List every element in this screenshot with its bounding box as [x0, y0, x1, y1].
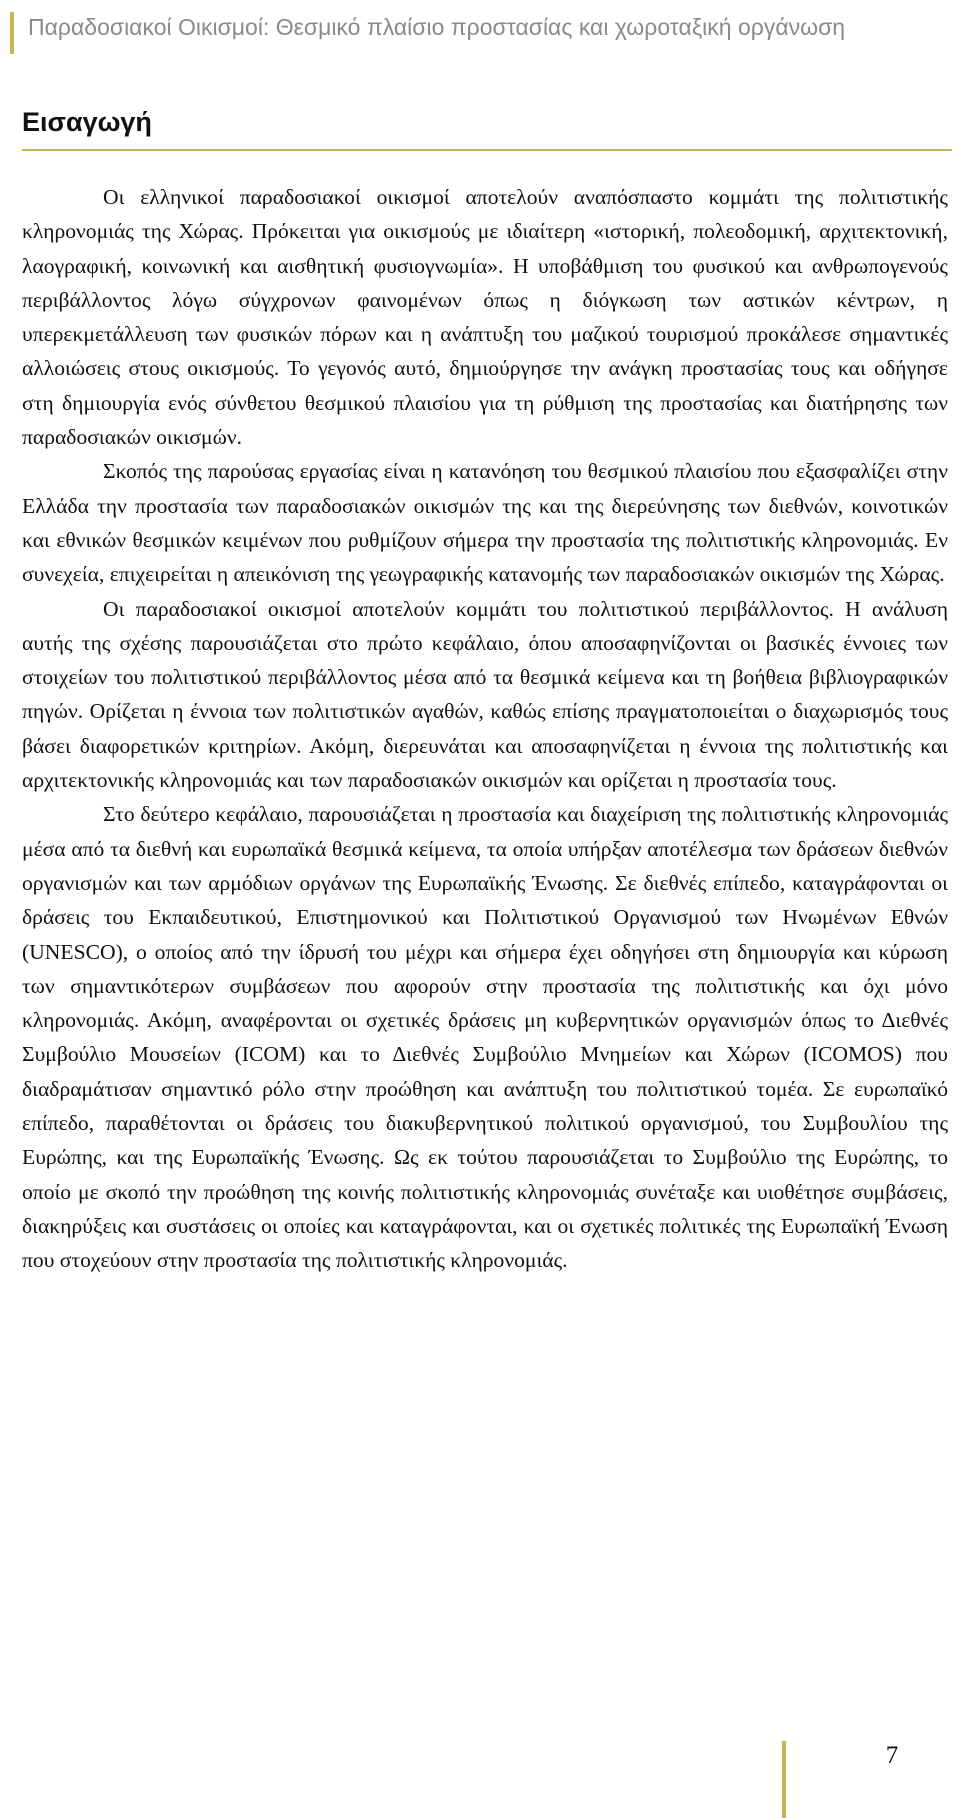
running-header — [10, 12, 946, 54]
body-text — [22, 180, 948, 1278]
section-heading — [22, 97, 952, 151]
paragraph-1: Οι ελληνικοί παραδοσιακοί οικισμοί αποτελούν αναπόσπαστο κομμάτι της πολιτιστικής κληρονομιάς της Χώρας. Πρόκειται για οικισμούς με ιδιαίτερη «ιστορική, πολεοδομική, αρχιτεκτονική, λαογραφική, κοινωνική και αισθητική φυσιογνωμία». Η υποβάθμιση του φυσικού και ανθρωπογενούς περιβάλλοντος λόγω σύγχρονων φαινομένων όπως η διόγκωση των αστικών κέντρων, η υπερεκμετάλλευση των φυσικών πόρων και η ανάπτυξη του μαζικού τουρισμού προκάλεσε σημαντικές αλλοιώσεις στους οικισμούς. Το γεγονός αυτό, δημιούργησε την ανάγκη προστασίας τους και οδήγησε στη δημιουργία ενός σύνθετου θεσμικού πλαισίου για τη ρύθμιση της προστασίας και διατήρησης των παραδοσιακών οικισμών. — [22, 185, 948, 450]
running-header-title: Παραδοσιακοί Οικισμοί: Θεσμικό πλαίσιο προστασίας και χωροταξική οργάνωση — [28, 14, 846, 40]
page-number: 7 — [885, 1742, 899, 1769]
page-footer-rule — [782, 1741, 882, 1818]
section-heading-text: Εισαγωγή — [22, 107, 152, 137]
paragraph-3: Οι παραδοσιακοί οικισμοί αποτελούν κομμάτι του πολιτιστικού περιβάλλοντος. Η ανάλυση αυτής της σχέσης παρουσιάζεται στο πρώτο κεφάλαιο, όπου αποσαφηνίζονται οι βασικές έννοιες των στοιχείων του πολιτιστικού περιβάλλοντος μέσα από τα θεσμικά κείμενα και τη βοήθεια βιβλιογραφικών πηγών. Ορίζεται η έννοια των πολιτιστικών αγαθών, καθώς επίσης πραγματοποιείται ο διαχωρισμός τους βάσει διαφορετικών κριτηρίων. Ακόμη, διερευνάται και αποσαφηνίζεται η έννοια της πολιτιστικής και αρχιτεκτονικής κληρονομιάς και των παραδοσιακών οικισμών και ορίζεται η προστασία τους. — [22, 596, 948, 793]
paragraph-4: Στο δεύτερο κεφάλαιο, παρουσιάζεται η προστασία και διαχείριση της πολιτιστικής κληρονομιάς μέσα από τα διεθνή και ευρωπαϊκά θεσμικά κείμενα, τα οποία υπήρξαν αποτέλεσμα των δράσεων διεθνών οργανισμών και των αρμόδιων οργάνων της Ευρωπαϊκής Ένωσης. Σε διεθνές επίπεδο, καταγράφονται οι δράσεις του Εκπαιδευτικού, Επιστημονικού και Πολιτιστικού Οργανισμού των Ηνωμένων Εθνών (UNESCO), ο οποίος από την ίδρυσή του μέχρι και σήμερα έχει οδηγήσει στη δημιουργία και κύρωση των σημαντικότερων συμβάσεων που αφορούν στην προστασία της πολιτιστικής και όχι μόνο κληρονομιάς. Ακόμη, αναφέρονται οι σχετικές δράσεις μη κυβερνητικών οργανισμών όπως το Διεθνές Συμβούλιο Μουσείων (ICOM) και το Διεθνές Συμβούλιο Μνημείων και Χώρων (ICOMOS) που διαδραμάτισαν σημαντικό ρόλο στην προώθηση και ανάπτυξη του πολιτιστικού τομέα. Σε ευρωπαϊκό επίπεδο, παραθέτονται οι δράσεις του διακυβερνητικού πολιτικού οργανισμού, του Συμβουλίου της Ευρώπης, και της Ευρωπαϊκής Ένωσης. Ως εκ τούτου παρουσιάζεται το Συμβούλιο της Ευρώπης, το οποίο με σκοπό την προώθηση της κοινής πολιτιστικής κληρονομιάς συνέταξε και υιοθέτησε συμβάσεις, διακηρύξεις και συστάσεις οι οποίες και καταγράφονται, και οι σχετικές πολιτικές της Ευρωπαϊκή Ένωση που στοχεύουν στην προστασία της πολιτιστικής κληρονομιάς. — [22, 802, 948, 1273]
paragraph-2: Σκοπός της παρούσας εργασίας είναι η κατανόηση του θεσμικού πλαισίου που εξασφαλίζει στην Ελλάδα την προστασία των παραδοσιακών οικισμών της και της διερεύνησης των διεθνών, κοινοτικών και εθνικών θεσμικών κειμένων που ρυθμίζουν σήμερα την προστασία της πολιτιστικής κληρονομιάς. Εν συνεχεία, επιχειρείται η απεικόνιση της γεωγραφικής κατανομής των παραδοσιακών οικισμών της Χώρας. — [22, 459, 948, 587]
